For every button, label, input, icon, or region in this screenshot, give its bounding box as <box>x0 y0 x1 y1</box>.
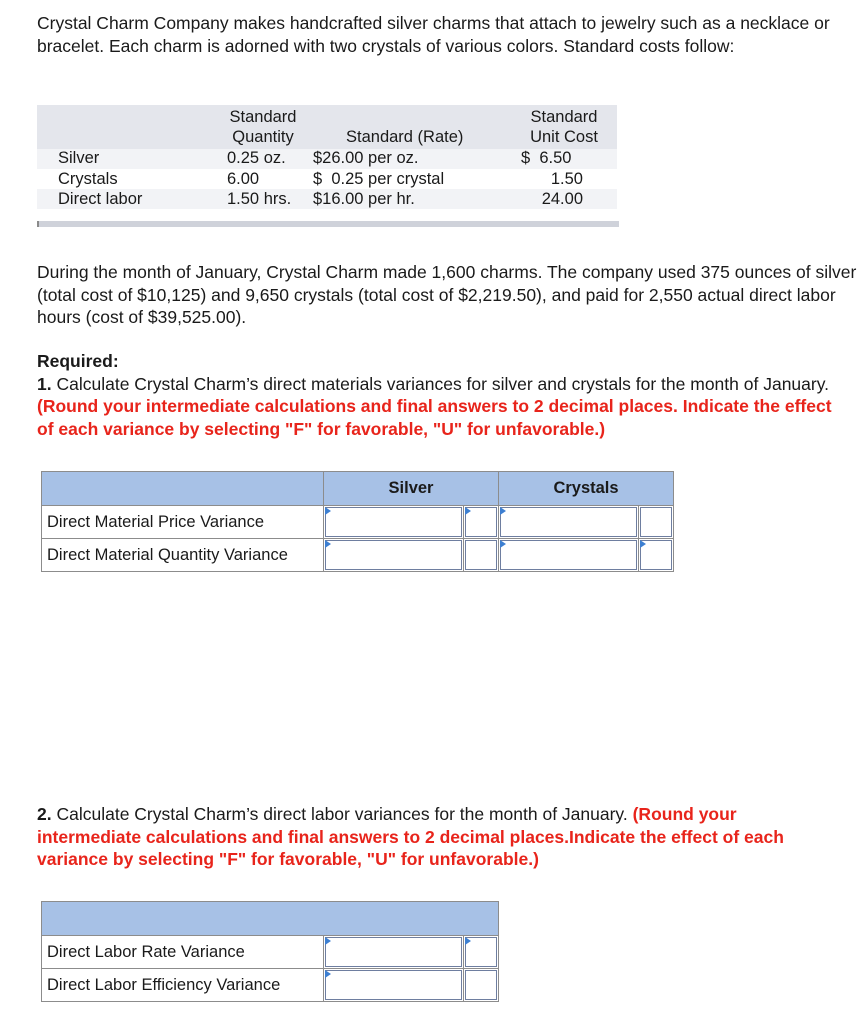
required-1-instruction: (Round your intermediate calculations and final answers to 2 decimal places. Indicate the effect of each variance by selecting "F" for favorable, "U" for unfavorable.) <box>37 396 832 439</box>
table-bottom-rule <box>37 221 619 227</box>
crystals-quantity-variance-amount-input[interactable] <box>499 539 638 571</box>
rate-silver: $26.00 per oz. <box>313 149 419 167</box>
table-row <box>42 969 499 1002</box>
unit-cost-silver: $ 6.50 <box>521 149 572 167</box>
materials-variance-grid <box>41 471 674 572</box>
materials-grid-corner <box>42 472 324 506</box>
col-crystals-header: Crystals <box>499 472 674 506</box>
intro-paragraph: Crystal Charm Company makes handcrafted silver charms that attach to jewelry such as a necklace or bracelet. Each charm is adorned with two crystals of various colors. Standard costs follow: <box>37 13 830 56</box>
silver-quantity-variance-amount-input[interactable] <box>324 539 463 571</box>
dropdown-marker-icon <box>500 540 506 548</box>
materials-grid-header-row <box>42 472 674 506</box>
unit-cost-crystals: 1.50 <box>550 170 583 188</box>
silver-price-variance-effect-select[interactable] <box>464 506 498 538</box>
labor-grid-header <box>42 902 499 936</box>
dropdown-marker-icon <box>325 507 331 515</box>
row-label-quantity-variance: Direct Material Quantity Variance <box>42 539 324 572</box>
labor-efficiency-variance-amount-input[interactable] <box>324 969 463 1001</box>
quantity-crystals: 6.00 <box>227 170 260 188</box>
header-unit-cost-line2: Unit Cost <box>530 128 598 146</box>
silver-quantity-variance-effect-select[interactable] <box>464 539 498 571</box>
crystals-quantity-variance-effect-select[interactable] <box>639 539 673 571</box>
item-crystals: Crystals <box>58 170 118 188</box>
dropdown-marker-icon <box>640 540 646 548</box>
header-quantity-line1: Standard <box>229 108 297 126</box>
rate-crystals: $ 0.25 per crystal <box>313 170 445 188</box>
row-label-efficiency-variance: Direct Labor Efficiency Variance <box>42 969 324 1002</box>
dropdown-marker-icon <box>465 507 471 515</box>
header-unit-cost-line1: Standard <box>530 108 598 126</box>
required-1-text: Calculate Crystal Charm’s direct materials variances for silver and crystals for the month of January. <box>51 373 830 394</box>
crystals-price-variance-amount-input[interactable] <box>499 506 638 538</box>
labor-grid-header-row <box>42 902 499 936</box>
rate-direct-labor: $16.00 per hr. <box>313 190 415 208</box>
required-2-instruction: (Round your intermediate calculations and final answers to 2 decimal places.Indicate the effect of each variance by selecting "F" for favorable, "U" for unfavorable.) <box>37 804 784 869</box>
table-row <box>42 539 674 572</box>
required-heading: Required: <box>37 351 119 371</box>
item-silver: Silver <box>58 149 100 167</box>
quantity-direct-labor: 1.50 hrs. <box>227 190 292 208</box>
required-1-number: 1. <box>37 373 52 394</box>
labor-rate-variance-amount-input[interactable] <box>324 936 463 968</box>
dropdown-marker-icon <box>325 970 331 978</box>
required-1 <box>37 350 852 440</box>
labor-variance-grid <box>41 901 499 1002</box>
quantity-silver: 0.25 oz. <box>227 149 286 167</box>
standard-cost-table <box>37 105 617 223</box>
dropdown-marker-icon <box>500 507 506 515</box>
header-quantity-line2: Quantity <box>232 128 294 146</box>
row-label-price-variance: Direct Material Price Variance <box>42 506 324 539</box>
unit-cost-direct-labor: 24.00 <box>541 190 583 208</box>
dropdown-marker-icon <box>325 937 331 945</box>
crystals-price-variance-effect-select[interactable] <box>639 506 673 538</box>
required-2-text: Calculate Crystal Charm’s direct labor variances for the month of January. <box>51 804 633 824</box>
required-2-number: 2. <box>37 804 52 824</box>
dropdown-marker-icon <box>325 540 331 548</box>
item-direct-labor: Direct labor <box>58 190 143 208</box>
table-row <box>42 506 674 539</box>
row-label-rate-variance: Direct Labor Rate Variance <box>42 936 324 969</box>
table-row <box>42 936 499 969</box>
january-paragraph: During the month of January, Crystal Charm made 1,600 charms. The company used 375 ounces of silver (total cost of $10,125) and 9,650 crystals (total cost of $2,219.50), and paid for 2,550 actual direct labor hours (cost of $39,525.00). <box>37 262 857 327</box>
col-silver-header: Silver <box>324 472 499 506</box>
labor-rate-variance-effect-select[interactable] <box>464 936 498 968</box>
required-2 <box>37 803 837 871</box>
silver-price-variance-amount-input[interactable] <box>324 506 463 538</box>
header-rate: Standard (Rate) <box>346 128 464 146</box>
dropdown-marker-icon <box>465 937 471 945</box>
labor-efficiency-variance-effect-select[interactable] <box>464 969 498 1001</box>
